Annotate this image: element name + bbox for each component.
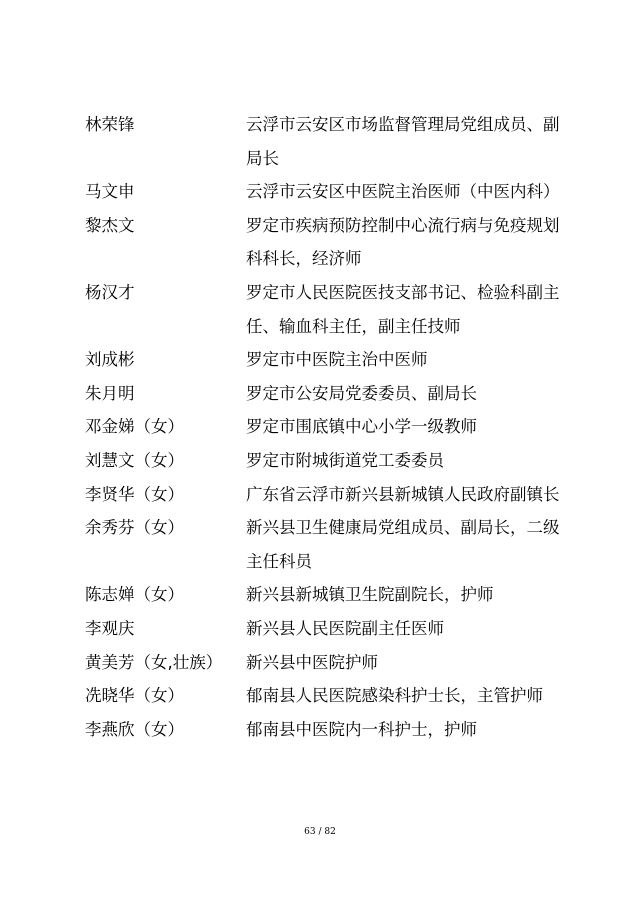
- person-name: 马文申: [85, 182, 135, 202]
- person-name: 冼晓华（女）: [85, 686, 184, 706]
- person-name: 李燕欣（女）: [85, 719, 184, 739]
- person-name: 陈志婵（女）: [85, 585, 184, 605]
- list-item: [85, 444, 565, 478]
- person-name: 李贤华（女）: [85, 484, 184, 504]
- list-item: [85, 377, 565, 411]
- person-name: 刘成彬: [85, 350, 135, 370]
- list-item: [85, 713, 565, 747]
- person-title: 新兴县新城镇卫生院副院长，护师: [246, 585, 494, 605]
- person-name: 邓金娣（女）: [85, 417, 184, 437]
- person-title: 新兴县卫生健康局党组成员、副局长，二级主任科员: [246, 518, 560, 571]
- person-name: 杨汉才: [85, 282, 135, 302]
- list-item: [85, 276, 565, 343]
- person-title: 罗定市附城街道党工委委员: [246, 450, 444, 470]
- list-item: [85, 209, 565, 276]
- person-title: 新兴县中医院护师: [246, 652, 378, 672]
- person-title: 罗定市疾病预防控制中心流行病与免疫规划科科长，经济师: [246, 215, 560, 269]
- list-item: [85, 108, 565, 175]
- person-name: 余秀芬（女）: [85, 518, 184, 538]
- list-item: [85, 679, 565, 713]
- list-item: [85, 578, 565, 612]
- person-title: 罗定市中医院主治中医师: [246, 350, 428, 370]
- list-item: [85, 646, 565, 680]
- list-item: [85, 612, 565, 646]
- list-item: [85, 511, 565, 578]
- person-name: 朱月明: [85, 383, 135, 403]
- person-name: 黄美芳（女,壮族）: [85, 652, 223, 672]
- page-number: 63 / 82: [304, 827, 336, 837]
- person-name: 黎杰文: [85, 215, 135, 235]
- list-item: [85, 478, 565, 512]
- person-title: 郁南县人民医院感染科护士长，主管护师: [246, 686, 543, 706]
- person-name: 林荣锋: [85, 115, 135, 134]
- list-item: [85, 175, 565, 209]
- personnel-list: [85, 108, 565, 746]
- list-item: [85, 410, 565, 444]
- person-name: 刘慧文（女）: [85, 450, 184, 470]
- person-title: 云浮市云安区市场监督管理局党组成员、副局长: [246, 115, 560, 168]
- person-title: 罗定市人民医院医技支部书记、检验科副主任、输血科主任，副主任技师: [246, 282, 560, 336]
- person-title: 云浮市云安区中医院主治医师（中医内科）: [246, 182, 560, 202]
- person-title: 罗定市公安局党委委员、副局长: [246, 383, 477, 403]
- person-title: 罗定市围底镇中心小学一级教师: [246, 417, 477, 437]
- person-title: 广东省云浮市新兴县新城镇人民政府副镇长: [246, 484, 560, 504]
- person-title: 新兴县人民医院副主任医师: [246, 618, 444, 638]
- person-name: 李观庆: [85, 618, 135, 638]
- person-title: 郁南县中医院内一科护士，护师: [246, 719, 477, 739]
- list-item: [85, 343, 565, 377]
